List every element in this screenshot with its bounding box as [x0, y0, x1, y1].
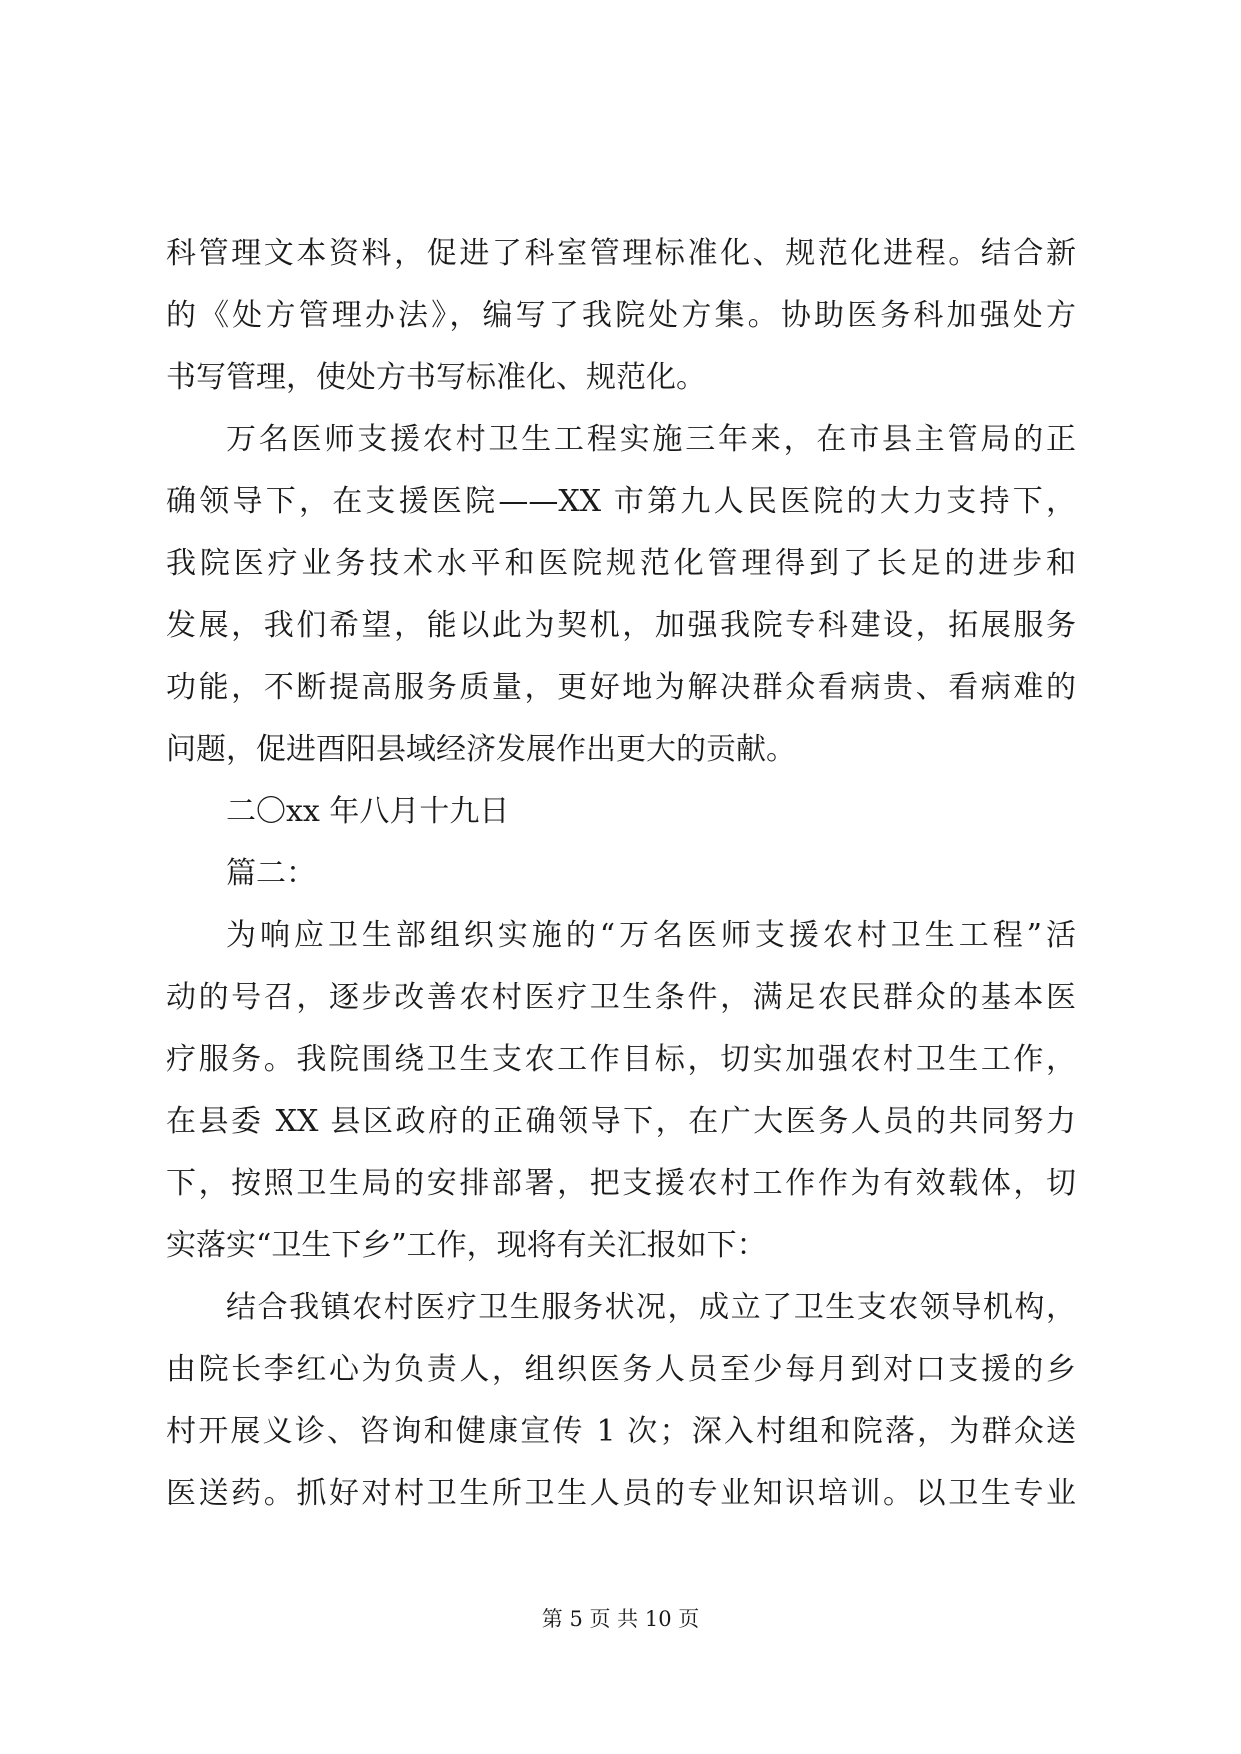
text-line: 村开展义诊、咨询和健康宣传 1 次；深入村组和院落，为群众送 [166, 1414, 1076, 1449]
text-line: 下，按照卫生局的安排部署，把支援农村工作作为有效载体，切 [166, 1166, 1076, 1201]
text-line: 为响应卫生部组织实施的“万名医师支援农村卫生工程”活 [226, 918, 1076, 953]
text-line: 实落实“卫生下乡”工作，现将有关汇报如下： [166, 1228, 767, 1263]
text-line: 确领导下，在支援医院——XX 市第九人民医院的大力支持下， [166, 484, 1076, 519]
text-line: 动的号召，逐步改善农村医疗卫生条件，满足农民群众的基本医 [166, 980, 1076, 1015]
text-line: 在县委 XX 县区政府的正确领导下，在广大医务人员的共同努力 [166, 1104, 1076, 1139]
text-line: 医送药。抓好对村卫生所卫生人员的专业知识培训。以卫生专业 [166, 1476, 1076, 1511]
date-line: 二〇xx 年八月十九日 [226, 794, 510, 829]
text-line: 发展，我们希望，能以此为契机，加强我院专科建设，拓展服务 [166, 608, 1076, 643]
page-number-footer: 第 5 页 共 10 页 [541, 1607, 700, 1631]
text-line: 万名医师支援农村卫生工程实施三年来，在市县主管局的正 [226, 422, 1076, 457]
text-line: 结合我镇农村医疗卫生服务状况，成立了卫生支农领导机构， [226, 1290, 1076, 1325]
text-line: 的《处方管理办法》，编写了我院处方集。协助医务科加强处方 [166, 298, 1076, 333]
text-line: 我院医疗业务技术水平和医院规范化管理得到了长足的进步和 [166, 546, 1076, 581]
text-line: 功能，不断提高服务质量，更好地为解决群众看病贵、看病难的 [166, 670, 1076, 705]
text-line: 疗服务。我院围绕卫生支农工作目标，切实加强农村卫生工作， [166, 1042, 1076, 1077]
text-line: 问题，促进酉阳县域经济发展作出更大的贡献。 [166, 732, 796, 767]
text-line: 由院长李红心为负责人，组织医务人员至少每月到对口支援的乡 [166, 1352, 1076, 1387]
text-line: 书写管理，使处方书写标准化、规范化。 [166, 360, 706, 395]
section-heading: 篇二： [226, 856, 316, 891]
text-line: 科管理文本资料，促进了科室管理标准化、规范化进程。结合新 [166, 236, 1076, 271]
